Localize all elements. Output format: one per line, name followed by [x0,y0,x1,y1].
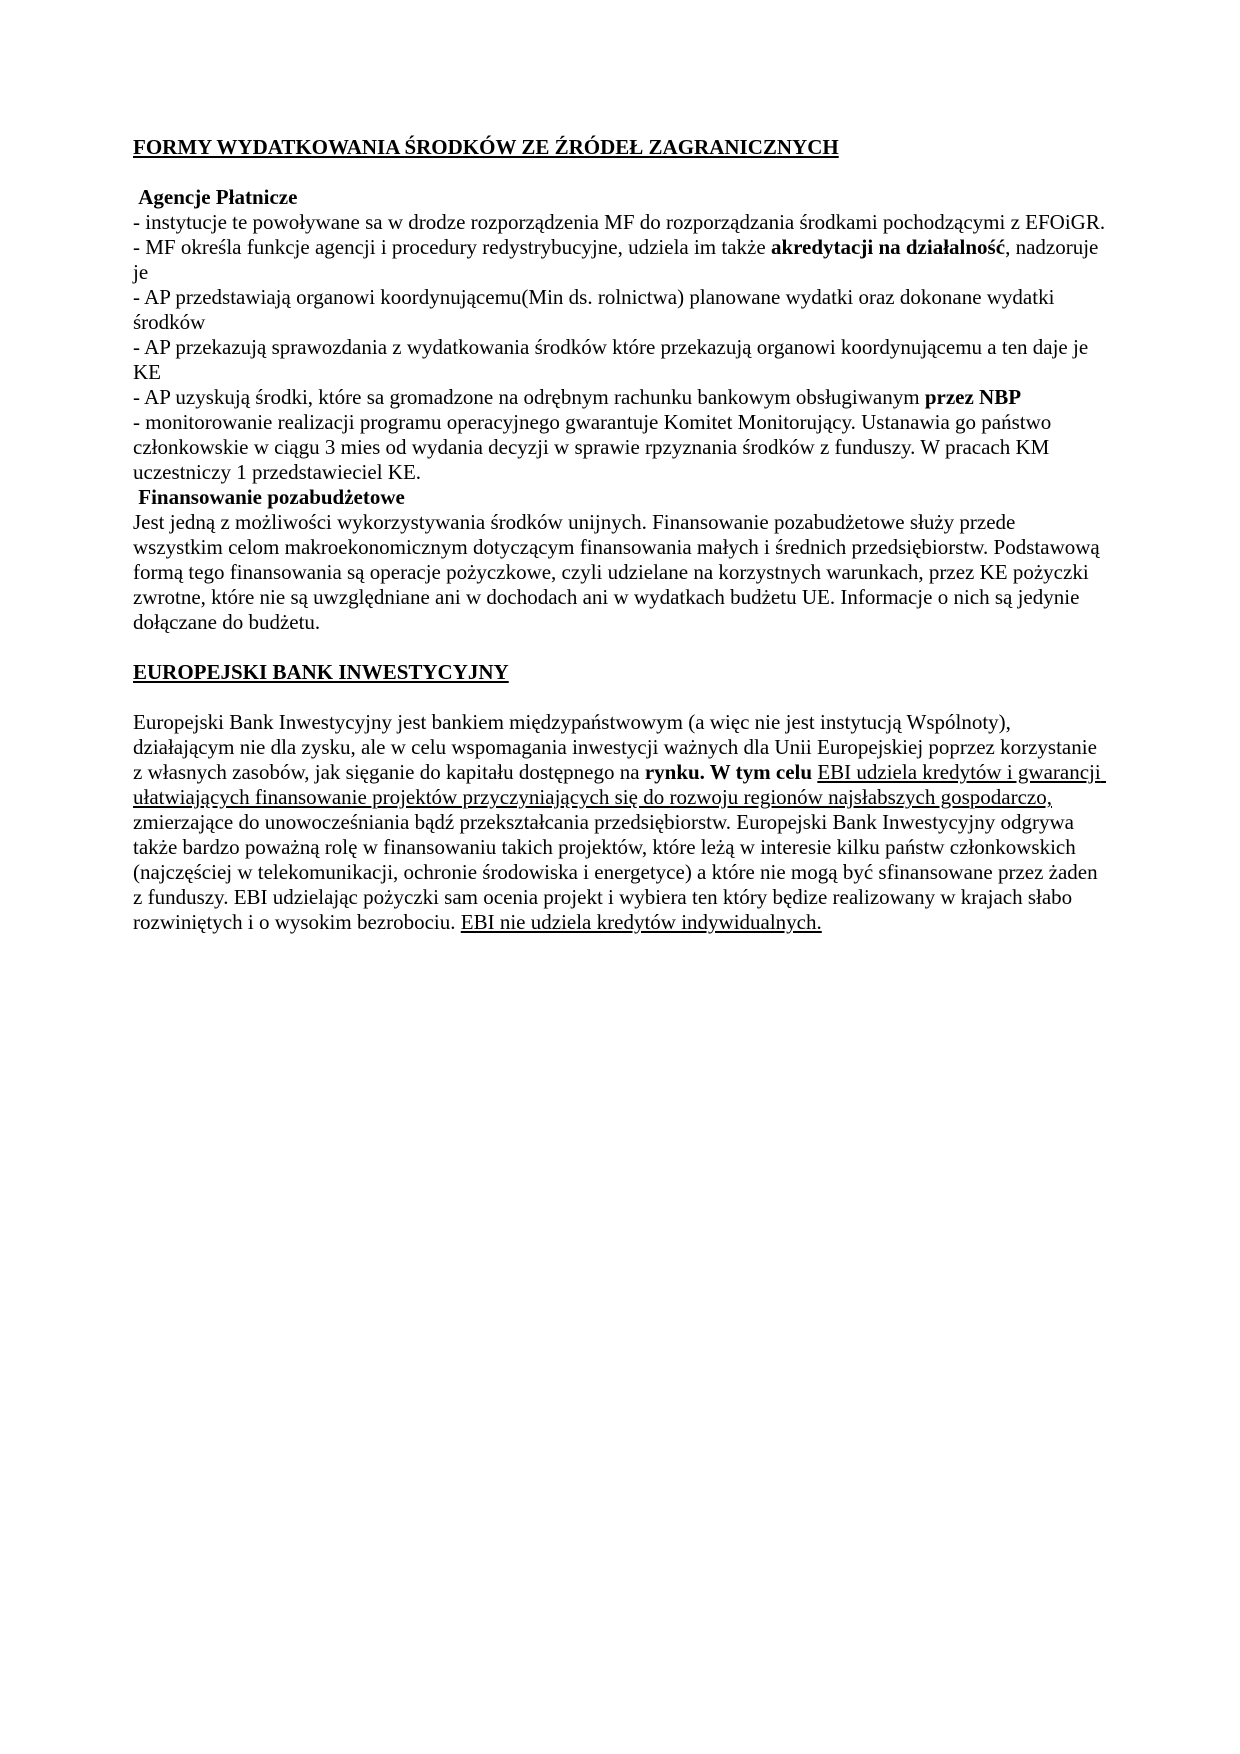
text-segment: EBI nie udziela kredytów indywidualnych. [460,910,822,934]
text-segment: Jest jedną z możliwości wykorzystywania środków unijnych. Finansowanie pozabudżetowe służy przede wszystkim celom makroekonomicznym dotyczącym finansowania małych i średnich przedsiębiorstw. Podstawową formą tego finansowania są operacje pożyczkowe, czyli udzielane na korzystnych warunkach, przez KE pożyczki zwrotne, które nie są uwzględniane ani w dochodach ani w wydatkach budżetu UE. Informacje o nich są jedynie dołączane do budżetu. [133,510,1105,634]
bullet-instytucje [133,210,1110,235]
text-segment: EBI udziela kredytów i gwarancji ułatwiających finansowanie projektów przyczyniających się do rozwoju regionów najsłabszych gospodarczo, [133,760,1106,809]
text-segment: - AP uzyskują środki, które sa gromadzone na odrębnym rachunku bankowym obsługiwanym [133,385,925,409]
text-segment: przez NBP [924,385,1022,409]
text-segment: - MF określa funkcje agencji i procedury redystrybucyjne, udziela im także [133,235,771,259]
heading-finansowanie-pozabudzetowe [133,485,1110,510]
spacer [133,160,1110,185]
text-segment: FORMY WYDATKOWANIA ŚRODKÓW ZE ŹRÓDEŁ ZAGRANICZNYCH [133,135,839,159]
text-segment: zmierzające do unowocześniania bądź przekształcania przedsiębiorstw. Europejski Bank Inwestycyjny odgrywa także bardzo poważną rolę w finansowaniu takich projektów, które leżą w interesie kilku państw członkowskich (najczęściej w telekomunikacji, ochronie środowiska i energetyce) a które nie mogą być sfinansowane przez żaden z funduszy. EBI udzielając pożyczki sam ocenia projekt i wybiera ten który będize realizowany w krajach słabo rozwiniętych i o wysokim bezrobociu. [133,785,1103,934]
text-segment: - AP przekazują sprawozdania z wydatkowania środków które przekazują organowi koordynującemu a ten daje je KE [133,335,1094,384]
bullet-ap-uzyskuja [133,385,1110,410]
heading-agencje-platnicze [133,185,1110,210]
text-segment: - monitorowanie realizacji programu operacyjnego gwarantuje Komitet Monitorujący. Ustanawia go państwo członkowskie w ciągu 3 mies od wydania decyzji w sprawie rpzyznania środków z funduszy. W pracach KM uczestniczy 1 przedstawieciel KE. [133,410,1057,484]
spacer [133,685,1110,710]
document-title [133,135,1110,160]
text-segment: Agencje Płatnicze [133,185,298,209]
bullet-ap-przekazuja [133,335,1110,385]
text-segment: Europejski Bank Inwestycyjny jest bankiem międzypaństwowym (a więc nie jest instytucją Wspólnoty), działającym nie dla zysku, ale w celu wspomagania inwestycji ważnych dla Unii Europejskiej poprzez korzystanie z własnych zasobów, jak sięganie do kapitału dostępnego na [133,710,1103,784]
text-segment: akredytacji na działalność [770,235,1006,259]
heading-europejski-bank-inwestycyjny [133,660,1110,685]
spacer [133,635,1110,660]
text-segment: EUROPEJSKI BANK INWESTYCYJNY [133,660,509,684]
text-segment: - AP przedstawiają organowi koordynującemu(Min ds. rolnictwa) planowane wydatki oraz dokonane wydatki środków [133,285,1060,334]
bullet-ap-przedstawiaja [133,285,1110,335]
bullet-monitorowanie [133,410,1110,485]
text-segment: - instytucje te powoływane sa w drodze rozporządzenia MF do rozporządzania środkami pochodzącymi z EFOiGR. [133,210,1106,234]
text-segment: , nadzoruje je [133,235,1104,284]
paragraph-ebi [133,710,1110,935]
bullet-mf-okresla [133,235,1110,285]
paragraph-finansowanie [133,510,1110,635]
text-segment: Finansowanie pozabudżetowe [133,485,405,509]
text-segment: rynku. W tym celu [644,760,818,784]
